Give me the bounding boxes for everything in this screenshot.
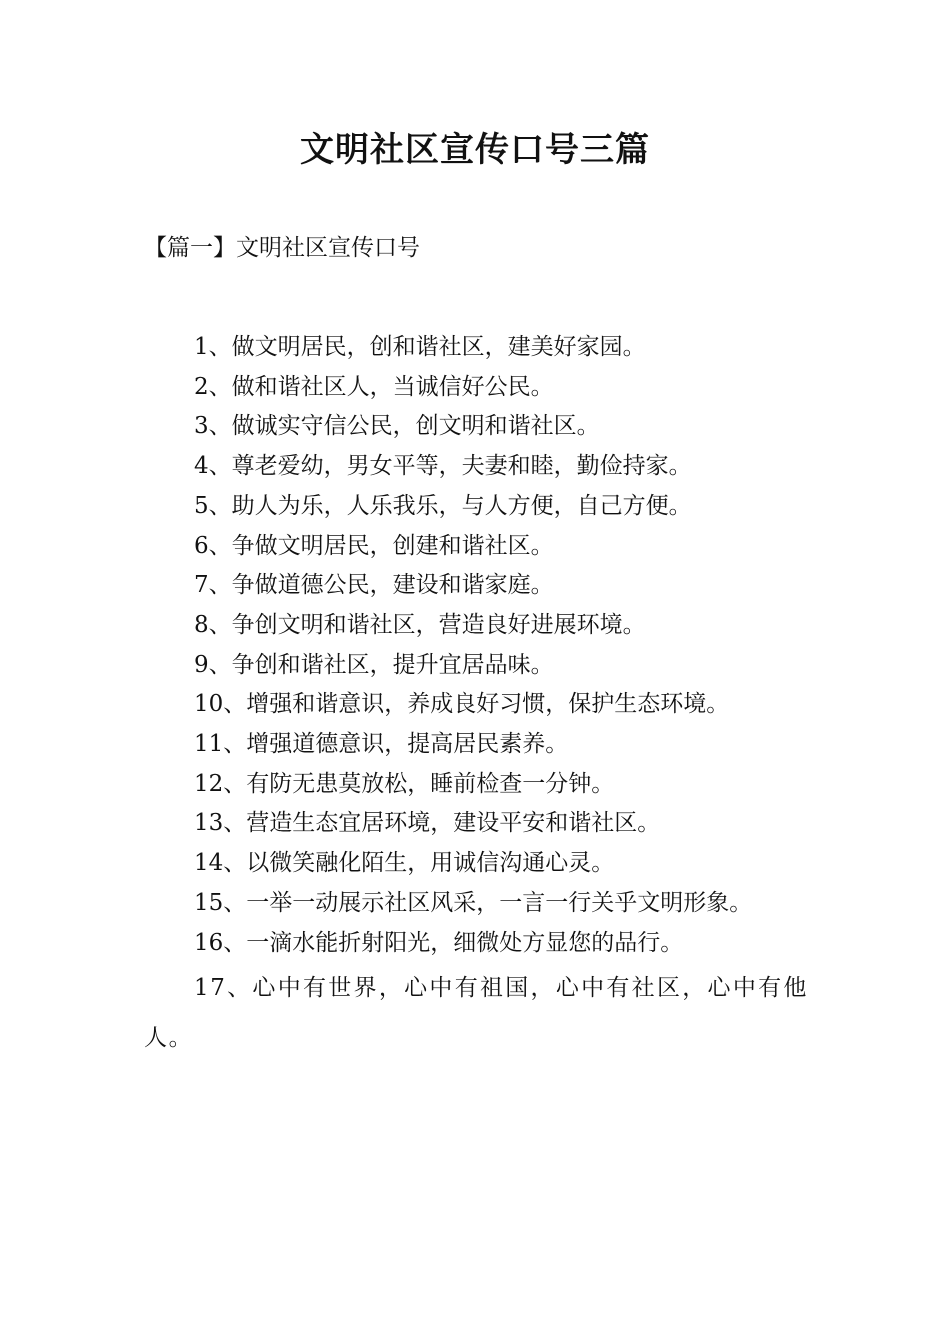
list-item: 11、增强道德意识，提高居民素养。 [194,731,569,758]
list-item: 5、助人为乐，人乐我乐，与人方便，自己方便。 [194,492,692,519]
list-item: 12、有防无患莫放松，睡前检查一分钟。 [194,770,615,797]
list-item: 17、心中有世界，心中有祖国，心中有社区，心中有他人。 [144,975,808,1052]
list-item: 15、一举一动展示社区风采，一言一行关乎文明形象。 [194,889,753,916]
list-item: 1、做文明居民，创和谐社区，建美好家园。 [194,334,646,360]
list-item: 16、一滴水能折射阳光，细微处方显您的品行。 [194,929,684,956]
document-title: 文明社区宣传口号三篇 [300,130,650,170]
list-item: 8、争创文明和谐社区，营造良好进展环境。 [194,611,646,638]
list-item: 3、做诚实守信公民，创文明和谐社区。 [194,413,600,440]
slogan-list [144,328,808,1063]
list-item: 14、以微笑融化陌生，用诚信沟通心灵。 [194,850,615,877]
list-item: 6、争做文明居民，创建和谐社区。 [194,532,554,559]
list-item: 9、争创和谐社区，提升宜居品味。 [194,651,554,678]
list-item: 13、营造生态宜居环境，建设平安和谐社区。 [194,810,661,837]
list-item: 2、做和谐社区人，当诚信好公民。 [194,373,554,400]
section-heading: 【篇一】文明社区宣传口号 [144,235,420,261]
list-item: 4、尊老爱幼，男女平等，夫妻和睦，勤俭持家。 [194,453,692,480]
list-item: 7、争做道德公民，建设和谐家庭。 [194,572,554,599]
list-item: 10、增强和谐意识，养成良好习惯，保护生态环境。 [194,691,730,718]
